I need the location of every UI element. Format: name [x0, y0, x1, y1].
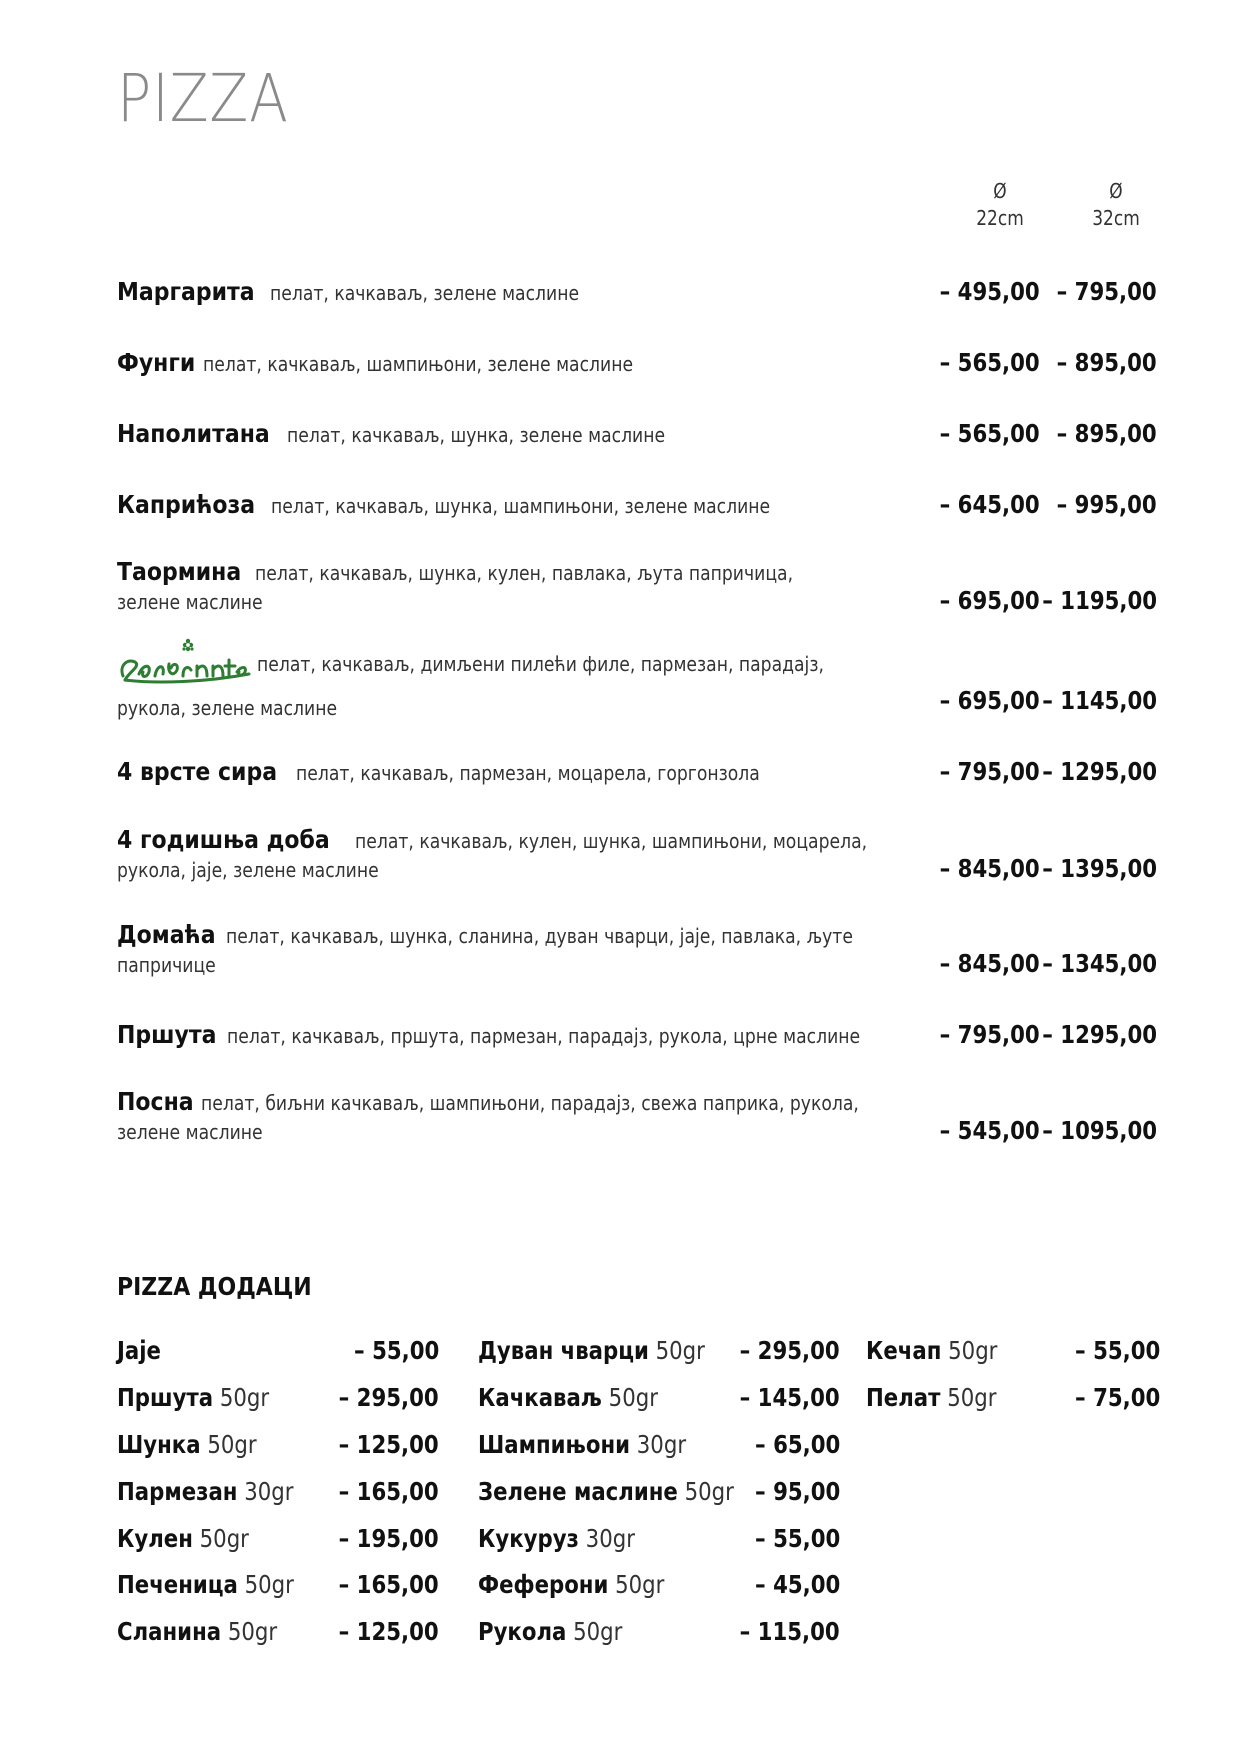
- price-large: – 1095,00: [1042, 1116, 1157, 1145]
- addon-name: Пармезан: [117, 1477, 238, 1506]
- pizza-description: пелат, качкаваљ, димљени пилећи филе, пармезан, парадајз,: [257, 652, 824, 676]
- addon-weight: 50gr: [608, 1383, 658, 1412]
- addon-price: – 45,00: [754, 1570, 840, 1599]
- pizza-item-four-cheese: [117, 757, 1167, 788]
- pizza-item-taormina: [117, 557, 1167, 617]
- pizza-name: Таормина: [117, 557, 242, 586]
- price-small: – 495,00: [939, 277, 1040, 306]
- addon-price: – 125,00: [338, 1617, 439, 1646]
- addon-price: – 295,00: [338, 1383, 439, 1412]
- price-small: – 845,00: [939, 854, 1040, 883]
- addon-item: [117, 1524, 439, 1564]
- addon-name: Кукуруз: [478, 1524, 579, 1553]
- addon-name: Качкаваљ: [478, 1383, 602, 1412]
- price-large: – 1295,00: [1042, 1020, 1157, 1049]
- price-large: – 895,00: [1056, 419, 1157, 448]
- addon-name: Печеница: [117, 1570, 238, 1599]
- addon-item: [117, 1383, 439, 1423]
- price-large: – 795,00: [1056, 277, 1157, 306]
- addon-weight: 50gr: [948, 1336, 998, 1365]
- pizza-item-zvornikite: [117, 636, 1167, 723]
- addon-weight: 30gr: [244, 1477, 294, 1506]
- addon-item: [866, 1383, 1160, 1423]
- pizza-item-prsuta: [117, 1020, 1167, 1051]
- addon-weight: 50gr: [573, 1617, 623, 1646]
- price-small: – 565,00: [939, 348, 1040, 377]
- addon-price: – 125,00: [338, 1430, 439, 1459]
- pizza-description: пелат, качкаваљ, шунка, сланина, дуван чварци, јаје, павлака, љуте: [225, 924, 853, 948]
- pizza-name: Маргарита: [117, 277, 255, 306]
- addon-item: [117, 1336, 439, 1376]
- addon-name: Пршута: [117, 1383, 214, 1412]
- price-small: – 645,00: [939, 490, 1040, 519]
- size-label: 22cm: [976, 206, 1024, 230]
- addon-price: – 295,00: [739, 1336, 840, 1365]
- diameter-icon: Ø: [1109, 179, 1123, 203]
- page-title: PIZZA: [117, 60, 289, 137]
- addon-price: – 65,00: [754, 1430, 840, 1459]
- addon-item: [478, 1570, 840, 1610]
- pizza-description-cont: зелене маслине: [117, 590, 263, 614]
- price-small: – 795,00: [939, 1020, 1040, 1049]
- addon-name: Зелене маслине: [478, 1477, 678, 1506]
- addon-name: Пелат: [866, 1383, 941, 1412]
- addon-item: [117, 1477, 439, 1517]
- addon-weight: 30gr: [636, 1430, 687, 1459]
- size-header-32: [1078, 178, 1155, 232]
- addon-item: [478, 1336, 840, 1376]
- addon-name: Рукола: [478, 1617, 567, 1646]
- addon-weight: 30gr: [585, 1524, 635, 1553]
- addon-price: – 55,00: [1074, 1336, 1160, 1365]
- pizza-description: пелат, биљни качкаваљ, шампињони, парадајз, свежа паприка, рукола,: [200, 1091, 859, 1115]
- pizza-name: Домаћа: [117, 920, 216, 949]
- price-large: – 1145,00: [1042, 686, 1157, 715]
- price-large: – 1345,00: [1042, 949, 1157, 978]
- pizza-description: пелат, качкаваљ, шунка, зелене маслине: [287, 423, 666, 447]
- pizza-description-cont: зелене маслине: [117, 1120, 263, 1144]
- pizza-description-cont: папричице: [117, 953, 216, 977]
- addon-weight: 50gr: [684, 1477, 734, 1506]
- addon-weight: 50gr: [207, 1430, 257, 1459]
- addon-weight: 50gr: [219, 1383, 270, 1412]
- addon-price: – 195,00: [338, 1524, 439, 1553]
- addons-heading: PIZZA ДОДАЦИ: [117, 1272, 312, 1301]
- pizza-description: пелат, качкаваљ, шампињони, зелене маслине: [202, 352, 633, 376]
- pizza-description: пелат, качкаваљ, шунка, кулен, павлака, љута папричица,: [254, 561, 793, 585]
- addon-weight: 50gr: [947, 1383, 997, 1412]
- pizza-name: 4 врсте сира: [117, 757, 278, 786]
- addon-name: Кулен: [117, 1524, 193, 1553]
- pizza-name: Фунги: [117, 348, 196, 377]
- pizza-description-cont: рукола, зелене маслине: [117, 696, 338, 720]
- size-header-22: [962, 178, 1039, 232]
- addon-item: [866, 1336, 1160, 1376]
- addon-weight: 50gr: [244, 1570, 294, 1599]
- addon-name: Шампињони: [478, 1430, 631, 1459]
- pizza-name: Каприћоза: [117, 490, 256, 519]
- price-large: – 995,00: [1056, 490, 1157, 519]
- zvornikite-logo: [117, 636, 253, 694]
- addon-name: Јаје: [117, 1336, 161, 1365]
- addon-name: Шунка: [117, 1430, 201, 1459]
- pizza-item-napolitana: [117, 419, 1167, 450]
- pizza-name: Наполитана: [117, 419, 270, 448]
- pizza-name: 4 годишња доба: [117, 825, 330, 854]
- addon-item: [478, 1383, 840, 1423]
- price-small: – 565,00: [939, 419, 1040, 448]
- addon-price: – 115,00: [739, 1617, 840, 1646]
- addon-price: – 145,00: [739, 1383, 840, 1412]
- addon-item: [478, 1477, 840, 1517]
- price-large: – 1395,00: [1042, 854, 1157, 883]
- pizza-description: пелат, качкаваљ, пармезан, моцарела, горгонзола: [295, 761, 760, 785]
- addon-price: – 165,00: [338, 1477, 439, 1506]
- addon-weight: 50gr: [199, 1524, 249, 1553]
- price-small: – 695,00: [939, 586, 1040, 615]
- addon-name: Дуван чварци: [478, 1336, 649, 1365]
- price-small: – 545,00: [939, 1116, 1040, 1145]
- pizza-name: Посна: [117, 1087, 194, 1116]
- addon-price: – 55,00: [754, 1524, 840, 1553]
- price-small: – 845,00: [939, 949, 1040, 978]
- diameter-icon: Ø: [993, 179, 1007, 203]
- pizza-item-capricciosa: [117, 490, 1167, 521]
- addon-name: Феферони: [478, 1570, 609, 1599]
- addon-name: Сланина: [117, 1617, 222, 1646]
- pizza-item-posna: [117, 1087, 1167, 1147]
- addon-item: [117, 1430, 439, 1470]
- pizza-item-margarita: [117, 277, 1167, 308]
- price-large: – 1295,00: [1042, 757, 1157, 786]
- pizza-description: пелат, качкаваљ, кулен, шунка, шампињони, моцарела,: [355, 829, 868, 853]
- addon-item: [478, 1430, 840, 1470]
- price-large: – 895,00: [1056, 348, 1157, 377]
- pizza-item-four-seasons: [117, 825, 1167, 885]
- pizza-description: пелат, качкаваљ, зелене маслине: [270, 281, 580, 305]
- addon-name: Кечап: [866, 1336, 942, 1365]
- price-small: – 695,00: [939, 686, 1040, 715]
- pizza-description: пелат, качкаваљ, шунка, шампињони, зелене маслине: [270, 494, 770, 518]
- addon-price: – 55,00: [353, 1336, 439, 1365]
- addon-weight: 50gr: [227, 1617, 278, 1646]
- price-large: – 1195,00: [1042, 586, 1157, 615]
- addon-item: [117, 1617, 439, 1657]
- size-label: 32cm: [1092, 206, 1140, 230]
- pizza-item-domaca: [117, 920, 1167, 980]
- price-small: – 795,00: [939, 757, 1040, 786]
- addon-item: [478, 1617, 840, 1657]
- pizza-name: Пршута: [117, 1020, 217, 1049]
- pizza-description-cont: рукола, јаје, зелене маслине: [117, 858, 379, 882]
- addon-price: – 165,00: [338, 1570, 439, 1599]
- addon-item: [117, 1570, 439, 1610]
- addon-price: – 75,00: [1074, 1383, 1160, 1412]
- addon-price: – 95,00: [754, 1477, 840, 1506]
- addon-weight: 50gr: [615, 1570, 665, 1599]
- pizza-description: пелат, качкаваљ, пршута, пармезан, парадајз, рукола, црне маслине: [226, 1024, 860, 1048]
- pizza-item-fungi: [117, 348, 1167, 379]
- addon-item: [478, 1524, 840, 1564]
- addon-weight: 50gr: [655, 1336, 705, 1365]
